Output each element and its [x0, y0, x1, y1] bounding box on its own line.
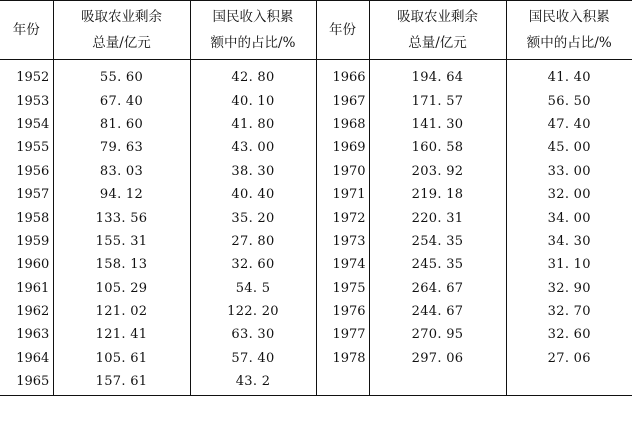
table-row: [0, 113, 632, 136]
header-surplus-left-line1: 吸取农业剩余: [81, 9, 162, 25]
left-surplus-cell: 105. 61: [53, 347, 190, 370]
table-row: [0, 300, 632, 323]
header-share-right-line1: 国民收入积累: [528, 9, 610, 25]
right-share-cell: 41. 40: [547, 70, 591, 86]
left-surplus-cell: 67. 40: [53, 89, 190, 112]
left-share-cell: 35. 20: [190, 206, 316, 229]
header-surplus-right-line2: 总量/亿元: [408, 35, 467, 51]
left-share-cell: 40. 10: [190, 89, 316, 112]
right-surplus-cell: 160. 58: [369, 136, 506, 159]
left-share-cell: 27. 80: [190, 230, 316, 253]
left-share-cell: 43. 00: [190, 136, 316, 159]
left-share-cell: 122. 20: [190, 300, 316, 323]
left-surplus-cell: 158. 13: [53, 253, 190, 276]
right-year-cell: 1970: [316, 160, 369, 183]
right-surplus-cell: 270. 95: [369, 323, 506, 346]
right-year-cell: 1975: [316, 277, 369, 300]
right-surplus-cell: 244. 67: [369, 300, 506, 323]
table-row: [0, 253, 632, 276]
left-surplus-cell: 81. 60: [53, 113, 190, 136]
right-year-cell: 1974: [316, 253, 369, 276]
right-share-cell: 45. 00: [547, 140, 591, 156]
right-year-cell: 1976: [316, 300, 369, 323]
left-share-cell: 63. 30: [190, 323, 316, 346]
left-year-cell: 1959: [0, 230, 53, 253]
table-row: [0, 60, 632, 90]
right-share-cell: 31. 10: [547, 257, 591, 273]
left-surplus-cell: 155. 31: [53, 230, 190, 253]
table-row: [0, 347, 632, 370]
header-surplus-right-line1: 吸取农业剩余: [397, 9, 478, 25]
header-surplus-left: [53, 1, 190, 60]
right-surplus-cell: 171. 57: [369, 89, 506, 112]
right-year-cell: [316, 370, 369, 396]
right-share-cell: 47. 40: [547, 116, 591, 132]
left-surplus-cell: 83. 03: [53, 160, 190, 183]
table-row: [0, 136, 632, 159]
left-year-cell: 1954: [0, 113, 53, 136]
left-surplus-cell: 121. 41: [53, 323, 190, 346]
left-surplus-cell: 121. 02: [53, 300, 190, 323]
table-row: [0, 277, 632, 300]
header-year-right: 年份: [316, 1, 369, 60]
table-row: [0, 323, 632, 346]
table-body: [0, 60, 632, 396]
left-surplus-cell: 55. 60: [53, 60, 190, 90]
right-surplus-cell: 141. 30: [369, 113, 506, 136]
right-share-cell: 33. 00: [547, 163, 591, 179]
right-surplus-cell: 194. 64: [369, 60, 506, 90]
left-surplus-cell: 79. 63: [53, 136, 190, 159]
right-surplus-cell: [369, 370, 506, 396]
right-share-cell: 32. 60: [547, 327, 591, 343]
left-year-cell: 1962: [0, 300, 53, 323]
right-year-cell: 1978: [316, 347, 369, 370]
table-row: [0, 230, 632, 253]
left-year-cell: 1958: [0, 206, 53, 229]
header-share-left-line2: 额中的占比/%: [210, 35, 296, 51]
left-share-cell: 32. 60: [190, 253, 316, 276]
left-year-cell: 1964: [0, 347, 53, 370]
header-share-left: [190, 1, 316, 60]
table-row: [0, 206, 632, 229]
right-surplus-cell: 203. 92: [369, 160, 506, 183]
left-surplus-cell: 94. 12: [53, 183, 190, 206]
left-year-cell: 1956: [0, 160, 53, 183]
right-share-cell: 34. 30: [547, 233, 591, 249]
right-share-cell: 32. 90: [547, 280, 591, 296]
right-share-cell: 32. 00: [547, 187, 591, 203]
table-row: [0, 370, 632, 396]
right-surplus-cell: 254. 35: [369, 230, 506, 253]
left-share-cell: 54. 5: [190, 277, 316, 300]
left-share-cell: 57. 40: [190, 347, 316, 370]
left-year-cell: 1955: [0, 136, 53, 159]
right-surplus-cell: 220. 31: [369, 206, 506, 229]
header-share-left-line1: 国民收入积累: [212, 9, 294, 25]
table-row: [0, 160, 632, 183]
right-year-cell: 1968: [316, 113, 369, 136]
left-share-cell: 42. 80: [190, 60, 316, 90]
header-surplus-left-line2: 总量/亿元: [92, 35, 151, 51]
left-year-cell: 1965: [0, 370, 53, 396]
right-share-cell: 27. 06: [547, 350, 591, 366]
table-row: [0, 89, 632, 112]
right-year-cell: 1971: [316, 183, 369, 206]
left-surplus-cell: 133. 56: [53, 206, 190, 229]
table-header: [0, 1, 632, 60]
right-year-cell: 1969: [316, 136, 369, 159]
right-surplus-cell: 245. 35: [369, 253, 506, 276]
left-surplus-cell: 105. 29: [53, 277, 190, 300]
right-year-cell: 1973: [316, 230, 369, 253]
right-year-cell: 1977: [316, 323, 369, 346]
right-year-cell: 1966: [316, 60, 369, 90]
right-share-cell: 56. 50: [547, 93, 591, 109]
left-year-cell: 1953: [0, 89, 53, 112]
right-share-cell: 34. 00: [547, 210, 591, 226]
right-surplus-cell: 264. 67: [369, 277, 506, 300]
left-year-cell: 1957: [0, 183, 53, 206]
right-surplus-cell: 219. 18: [369, 183, 506, 206]
left-share-cell: 43. 2: [190, 370, 316, 396]
right-year-cell: 1967: [316, 89, 369, 112]
header-share-right: [506, 1, 632, 60]
header-year-left: 年份: [0, 1, 53, 60]
left-year-cell: 1963: [0, 323, 53, 346]
header-surplus-right: [369, 1, 506, 60]
left-year-cell: 1960: [0, 253, 53, 276]
right-share-cell: [506, 370, 632, 396]
header-row: [0, 1, 632, 60]
header-share-right-line2: 额中的占比/%: [526, 35, 612, 51]
right-share-cell: 32. 70: [547, 304, 591, 320]
left-share-cell: 40. 40: [190, 183, 316, 206]
left-surplus-cell: 157. 61: [53, 370, 190, 396]
left-year-cell: 1952: [0, 60, 53, 90]
left-share-cell: 38. 30: [190, 160, 316, 183]
left-share-cell: 41. 80: [190, 113, 316, 136]
right-year-cell: 1972: [316, 206, 369, 229]
right-surplus-cell: 297. 06: [369, 347, 506, 370]
table-row: [0, 183, 632, 206]
left-year-cell: 1961: [0, 277, 53, 300]
